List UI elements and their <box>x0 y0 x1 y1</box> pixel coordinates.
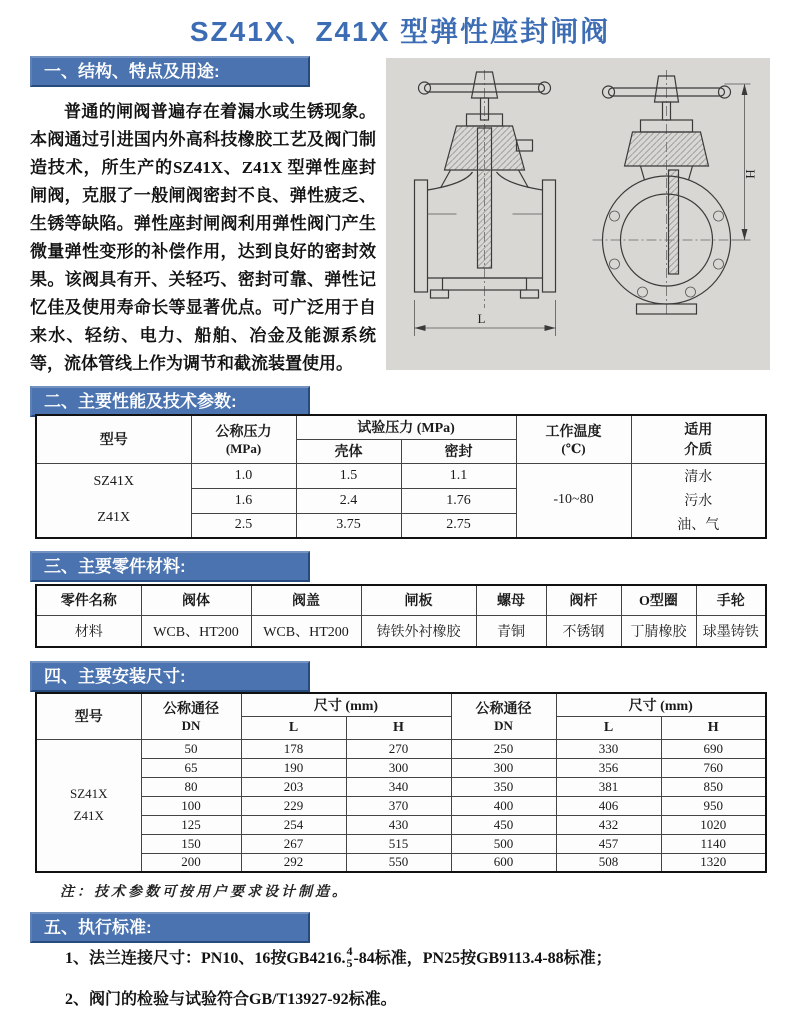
dim-cell: 178 <box>241 739 346 758</box>
perf-col-work-temp-unit: (℃) <box>561 441 586 457</box>
perf-cell: 2.75 <box>401 513 516 538</box>
perf-cell: 1.0 <box>191 463 296 488</box>
mat-cell: WCB、HT200 <box>251 615 361 647</box>
dim-cell: 300 <box>346 758 451 777</box>
perf-col-nominal-pressure-unit: (MPa) <box>225 441 262 457</box>
dim-cell: 125 <box>141 815 241 834</box>
perf-model-cell <box>36 463 191 538</box>
mat-header: 阀盖 <box>251 585 361 615</box>
perf-cell: 2.4 <box>296 488 401 513</box>
perf-col-seal: 密封 <box>401 439 516 463</box>
table-row <box>36 853 766 872</box>
dim-cell: 200 <box>141 853 241 872</box>
valve-side-view-drawing <box>392 64 578 364</box>
mat-header: 阀杆 <box>546 585 621 615</box>
dim-cell: 381 <box>556 777 661 796</box>
dimensions-table <box>35 692 767 873</box>
dim-cell: 80 <box>141 777 241 796</box>
section-heading-materials: 三、主要零件材料: <box>30 551 310 582</box>
perf-col-nominal-pressure-line1: 公称压力 <box>215 425 272 441</box>
dim-col-dn-line1: 公称通径 <box>475 702 532 718</box>
standard-item-1 <box>65 945 765 971</box>
dim-cell: 515 <box>346 834 451 853</box>
dim-col-size-right: 尺寸 (mm) <box>556 693 766 716</box>
mat-header: O型圈 <box>621 585 696 615</box>
dim-cell: 432 <box>556 815 661 834</box>
dim-col-dn-right <box>451 693 556 739</box>
dim-col-dn-sub: DN <box>181 718 201 734</box>
table-row <box>36 615 766 647</box>
dim-cell: 457 <box>556 834 661 853</box>
mat-header: 手轮 <box>696 585 766 615</box>
mat-header: 零件名称 <box>36 585 141 615</box>
table-row <box>36 585 766 615</box>
mat-cell: 青铜 <box>476 615 546 647</box>
dim-cell: 850 <box>661 777 766 796</box>
dim-cell: 450 <box>451 815 556 834</box>
dimension-label-L: L <box>477 311 486 326</box>
dim-cell: 600 <box>451 853 556 872</box>
dimension-label-H: H <box>742 169 758 179</box>
perf-cell: 1.6 <box>191 488 296 513</box>
perf-col-media <box>631 415 766 463</box>
fraction-numerator: 4 <box>346 944 353 959</box>
perf-cell: 1.1 <box>401 463 516 488</box>
perf-col-media-line1: 适用 <box>684 423 713 439</box>
dim-cell: 65 <box>141 758 241 777</box>
table-row <box>36 834 766 853</box>
dim-cell: 950 <box>661 796 766 815</box>
table-row <box>36 796 766 815</box>
dim-cell: 500 <box>451 834 556 853</box>
mat-header: 闸板 <box>361 585 476 615</box>
fraction-denominator: 5 <box>346 956 353 971</box>
perf-col-work-temp <box>516 415 631 463</box>
dim-cell: 250 <box>451 739 556 758</box>
perf-media-item: 油、气 <box>677 518 720 534</box>
dim-cell: 50 <box>141 739 241 758</box>
valve-drawing-panel <box>386 58 770 370</box>
perf-model-1: SZ41X <box>93 474 134 490</box>
perf-col-shell: 壳体 <box>296 439 401 463</box>
mat-header: 螺母 <box>476 585 546 615</box>
dim-cell: 300 <box>451 758 556 777</box>
dim-cell: 267 <box>241 834 346 853</box>
page-title: SZ41X、Z41X 型弹性座封闸阀 <box>189 16 611 47</box>
dim-cell: 190 <box>241 758 346 777</box>
table-row <box>36 739 766 758</box>
dim-model-line2: Z41X <box>73 808 104 824</box>
section-heading-standards: 五、执行标准: <box>30 912 310 943</box>
table-row <box>36 777 766 796</box>
dim-cell: 1320 <box>661 853 766 872</box>
dim-col-L: L <box>241 716 346 739</box>
standard-item-1-prefix: 1、法兰连接尺寸：PN10、16按GB4216. <box>65 950 346 967</box>
perf-cell: 3.75 <box>296 513 401 538</box>
dim-cell: 270 <box>346 739 451 758</box>
section-heading-dimensions: 四、主要安装尺寸: <box>30 661 310 692</box>
table-row <box>36 815 766 834</box>
perf-model-2: Z41X <box>97 510 131 526</box>
perf-media-item: 清水 <box>684 470 713 486</box>
dim-model-cell <box>36 739 141 872</box>
dim-cell: 350 <box>451 777 556 796</box>
perf-media-cell <box>631 463 766 538</box>
dim-col-H: H <box>661 716 766 739</box>
dim-cell: 508 <box>556 853 661 872</box>
dim-cell: 400 <box>451 796 556 815</box>
dim-cell: 760 <box>661 758 766 777</box>
dim-cell: 254 <box>241 815 346 834</box>
dim-cell: 370 <box>346 796 451 815</box>
perf-media-item: 污水 <box>684 494 713 510</box>
dim-cell: 330 <box>556 739 661 758</box>
dim-cell: 150 <box>141 834 241 853</box>
dim-cell: 356 <box>556 758 661 777</box>
mat-cell: 铸铁外衬橡胶 <box>361 615 476 647</box>
dim-cell: 229 <box>241 796 346 815</box>
valve-front-view-drawing <box>578 64 764 364</box>
performance-table <box>35 414 767 539</box>
section-heading-structure: 一、结构、特点及用途: <box>30 56 310 87</box>
dim-col-L: L <box>556 716 661 739</box>
perf-col-media-line2: 介质 <box>684 443 713 459</box>
dim-col-model: 型号 <box>36 693 141 739</box>
dim-cell: 406 <box>556 796 661 815</box>
mat-cell: 丁腈橡胶 <box>621 615 696 647</box>
table-row <box>36 758 766 777</box>
mat-cell: WCB、HT200 <box>141 615 251 647</box>
dim-cell: 292 <box>241 853 346 872</box>
dim-cell: 340 <box>346 777 451 796</box>
table-note: 注：技术参数可按用户要求设计制造。 <box>60 885 349 900</box>
perf-temp-cell: -10~80 <box>516 463 631 538</box>
mat-cell: 球墨铸铁 <box>696 615 766 647</box>
perf-cell: 1.76 <box>401 488 516 513</box>
dim-cell: 550 <box>346 853 451 872</box>
dim-col-size-left: 尺寸 (mm) <box>241 693 451 716</box>
materials-table <box>35 584 767 648</box>
dim-cell: 203 <box>241 777 346 796</box>
dim-col-dn-sub: DN <box>494 718 513 734</box>
dim-cell: 430 <box>346 815 451 834</box>
fraction-4-5 <box>346 945 352 969</box>
section-heading-performance: 二、主要性能及技术参数: <box>30 386 310 417</box>
mat-cell: 不锈钢 <box>546 615 621 647</box>
intro-paragraph: 普通的闸阀普遍存在着漏水或生锈现象。本阀通过引进国内外高科技橡胶工艺及阀门制造技术，所生产的SZ41X、Z41X 型弹性座封闸阀，克服了一般闸阀密封不良、弹性疲乏、生锈等缺陷。弹性座封闸阀利用弹性阀门产生微量弹性变形的补偿作用，达到良好的密封效果。该阀具有开、关轻巧、密封可靠、弹性记忆佳及使用寿命长等显著优点。可广泛用于自来水、轻纺、电力、船舶、冶金及能源系统等，流体管线上作为调节和截流装置使用。 <box>30 102 376 373</box>
dim-col-dn-line1: 公称通径 <box>163 702 219 718</box>
mat-row-label: 材料 <box>36 615 141 647</box>
mat-header: 阀体 <box>141 585 251 615</box>
standard-item-2: 2、阀门的检验与试验符合GB/T13927-92标准。 <box>65 991 397 1008</box>
dim-cell: 1020 <box>661 815 766 834</box>
perf-col-model: 型号 <box>36 415 191 463</box>
perf-col-work-temp-line1: 工作温度 <box>545 425 602 441</box>
dim-col-H: H <box>346 716 451 739</box>
dim-model-line1: SZ41X <box>69 786 108 802</box>
perf-cell: 2.5 <box>191 513 296 538</box>
dim-col-dn-left <box>141 693 241 739</box>
perf-col-nominal-pressure <box>191 415 296 463</box>
perf-cell: 1.5 <box>296 463 401 488</box>
dim-cell: 690 <box>661 739 766 758</box>
perf-col-test-pressure: 试验压力 (MPa) <box>296 415 516 439</box>
dim-cell: 100 <box>141 796 241 815</box>
dim-cell: 1140 <box>661 834 766 853</box>
table-row <box>36 463 766 488</box>
standard-item-1-suffix: -84标准，PN25按GB9113.4-88标准； <box>353 950 612 967</box>
